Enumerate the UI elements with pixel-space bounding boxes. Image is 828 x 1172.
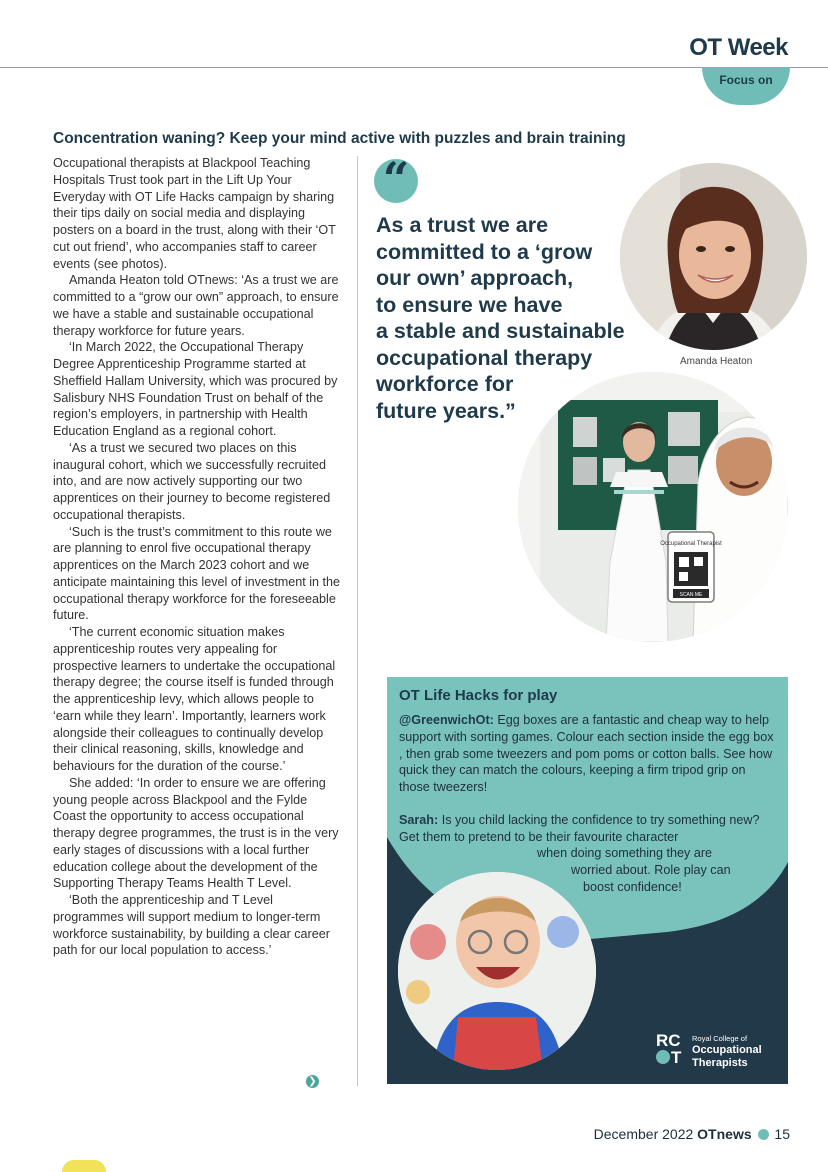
pull-quote-line: workforce for [376, 372, 514, 396]
article-paragraph: ‘In March 2022, the Occupational Therapy Degree Apprenticeship Programme started at Sheffield Hallam University, which was procured by Salisbury NHS Foundation Trust on behalf of the region’s employers, in partnership with Health Education England as a regional cohort. [53, 340, 338, 438]
rcot-name-line: Occupational [692, 1044, 762, 1056]
portrait-caption: Amanda Heaton [680, 356, 753, 367]
rcot-small-text: Royal College of [692, 1034, 748, 1043]
column-divider [357, 156, 358, 1086]
spacer [399, 796, 779, 812]
tip-text: when doing something they are [537, 846, 713, 861]
footer-date: December 2022 [593, 1126, 698, 1142]
board-photo-illustration [518, 372, 788, 642]
quote-mark: “ [382, 152, 410, 206]
rcot-mark [656, 1032, 681, 1066]
tip-greenwich [399, 712, 779, 796]
footer-dot-icon [758, 1129, 769, 1140]
pull-quote-line: to ensure we have [376, 292, 563, 317]
article-paragraph: Occupational therapists at Blackpool Teaching Hospitals Trust took part in the Lift Up Your Everyday with OT Life Hacks campaign by sharing their tips daily on social media and displaying posters on a board in the trust, along with their ‘OT cut out friend’, who accompanies staff to career events (see photos). [53, 156, 336, 271]
tip-text: worried about. Role play can [571, 863, 731, 877]
article-paragraph: Amanda Heaton told OTnews: ‘As a trust we are committed to a “grow our own” approach, to ensure we have a stable and sustainable occupational therapy workforce for future years. [53, 273, 339, 338]
rcot-name [692, 1044, 762, 1069]
pull-quote-line: future years.” [376, 398, 516, 423]
pull-quote-line: occupational therapy [376, 345, 593, 370]
footer-publication: OTnews [697, 1126, 752, 1142]
arrow-right-icon[interactable]: ❯ [306, 1075, 319, 1088]
article-paragraph: ‘As a trust we secured two places on this inaugural cohort, which we successfully recruited into, and are now actively supporting our two apprentices on their journey to become registered occupational therapists. [53, 440, 331, 522]
rcot-name-line: Therapists [692, 1056, 748, 1069]
tip-text: Egg boxes are a fantastic and cheap way to help support with sorting games. Colour each section inside the egg box , then grab some tweezers and pom poms or cotton balls. See how quick they can match the colours, keeping a firm tripod grip on those tweezers! [399, 713, 774, 794]
tip-author: Sarah: [399, 812, 439, 827]
tip-text: Is you child lacking the confidence to try something new? Get them to pretend to be their favourite character [399, 812, 760, 844]
page-footer [594, 1126, 790, 1142]
article-paragraph: ‘The current economic situation makes apprenticeship routes very appealing for prospective learners to undertake the occupational therapy degree; the course itself is funded through the apprenticeship levy, which allows people to ‘earn while they learn’. Importantly, learners work alongside their colleagues to continually develop their clinical reasoning, skills, knowledge and behaviours for the duration of the course.’ [53, 625, 336, 773]
article-paragraph: She added: ‘In order to ensure we are offering young people across Blackpool and the Fylde Coast the opportunity to access occupational therapy degree programmes, the trust is in the very early stages of discussions with a local further education college about the development of the Supporting Therapy Teams Health T Level. [53, 775, 339, 891]
pull-quote-line: committed to a ‘grow [376, 239, 593, 264]
pull-quote-line: our own’ approach, [376, 266, 574, 290]
page-number: 15 [774, 1126, 790, 1142]
article-paragraph: ‘Such is the trust’s commitment to this route we are planning to enrol five occupational therapy apprentices on the March 2023 cohort and we anticipate maintaining this level of investment in the occupational therapy workforce for the foreseeable future. [53, 524, 341, 623]
article-paragraph: ‘Both the apprenticeship and T Level programmes will support medium to longer-term workforce sustainability, by building a clear career path for our local population to access.’ [53, 893, 330, 958]
quote-mark-icon [374, 152, 418, 206]
rcot-dot-icon [656, 1050, 670, 1064]
rcot-logo [656, 1032, 781, 1072]
focus-on-label: Focus on [719, 73, 773, 87]
board-photo [518, 372, 788, 642]
tip-text: boost confidence! [583, 879, 682, 894]
qr-label: SCAN ME [679, 592, 703, 598]
child-photo-illustration [398, 872, 596, 1070]
portrait-illustration [620, 163, 807, 350]
pull-quote-line: a stable and sustainable [376, 319, 625, 343]
focus-on-tab [702, 67, 790, 105]
article-headline: Concentration waning? Keep your mind active with puzzles and brain training [53, 130, 626, 147]
rcot-mark-top: RC [656, 1031, 681, 1050]
box-text [399, 712, 779, 896]
cutout-badge-text: Occupational Therapist [660, 541, 722, 547]
child-photo [398, 872, 596, 1070]
section-title: OT Week [689, 34, 788, 61]
tip-author: @GreenwichOt: [399, 713, 494, 727]
rcot-mark-bottom: T [671, 1048, 682, 1067]
portrait-photo [620, 163, 807, 350]
pull-quote-line: As a trust we are [376, 213, 549, 237]
article-body [53, 155, 343, 959]
box-title: OT Life Hacks for play [399, 687, 558, 704]
next-page-tab [62, 1160, 106, 1172]
